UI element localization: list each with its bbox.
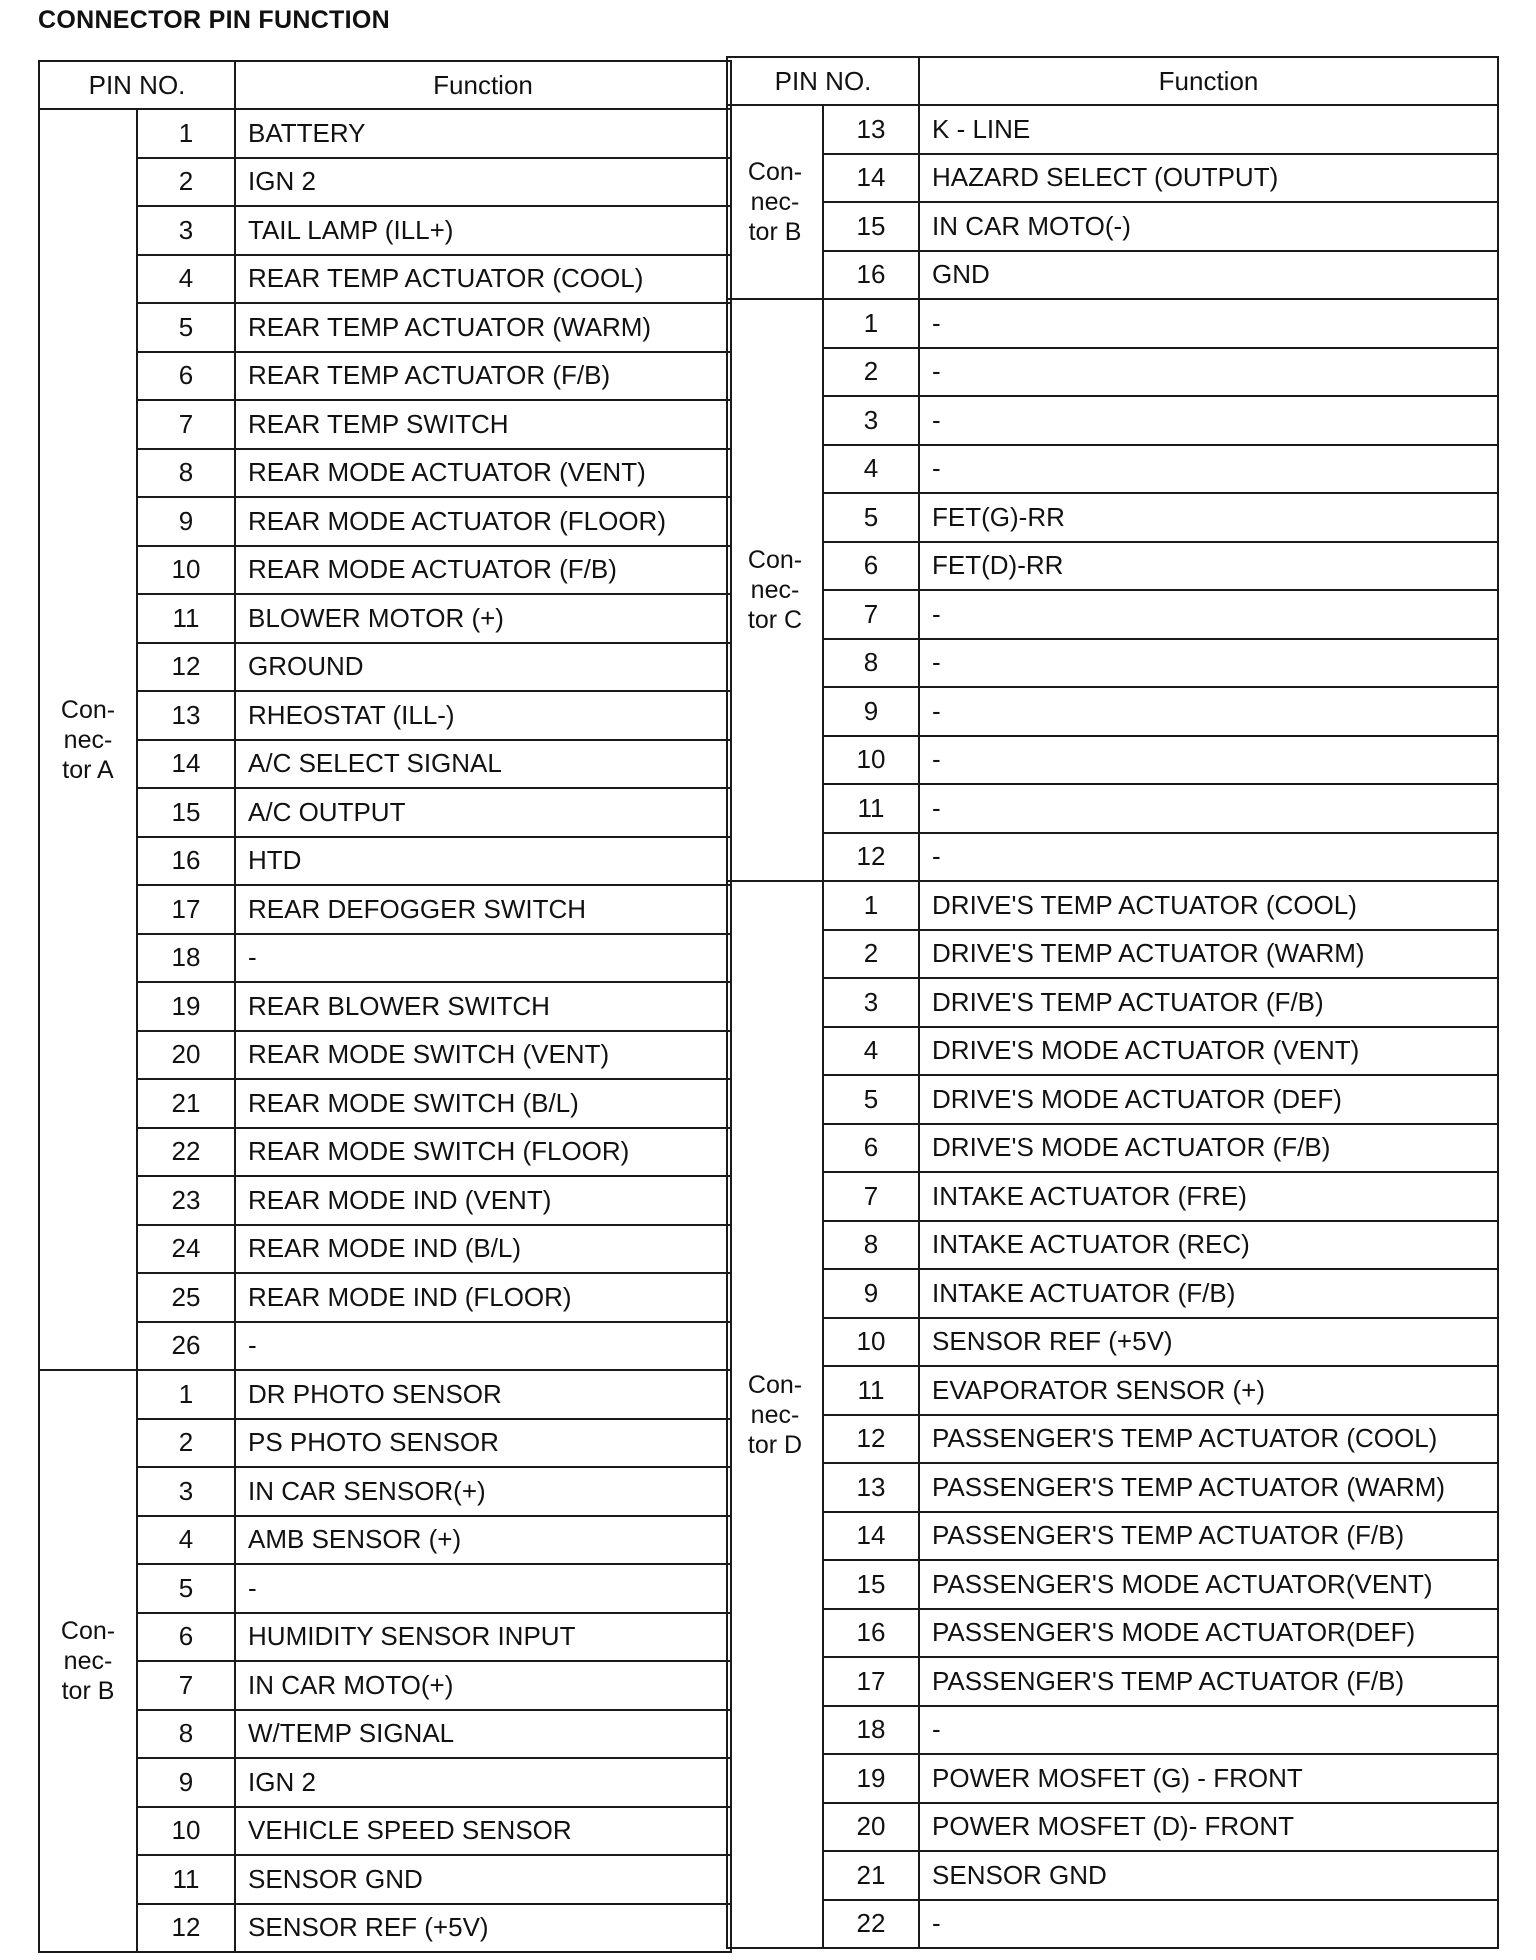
left-pin-table (38, 60, 732, 1953)
pin-function: - (919, 784, 1498, 833)
table-row (39, 303, 731, 352)
pin-function: PASSENGER'S MODE ACTUATOR(VENT) (919, 1560, 1498, 1609)
pin-function: - (919, 833, 1498, 882)
pin-function: REAR MODE SWITCH (B/L) (235, 1079, 731, 1128)
pin-function: - (919, 639, 1498, 688)
pin-number: 11 (823, 1366, 919, 1415)
pin-function: INTAKE ACTUATOR (FRE) (919, 1172, 1498, 1221)
pin-number: 16 (823, 1609, 919, 1658)
table-row (727, 1706, 1498, 1755)
pin-function: REAR TEMP ACTUATOR (COOL) (235, 255, 731, 304)
connector-label-line: Con- (60, 1617, 116, 1645)
pin-number: 21 (137, 1079, 235, 1128)
pin-number: 14 (137, 740, 235, 789)
pin-number: 9 (823, 687, 919, 736)
pin-number: 7 (137, 1661, 235, 1710)
pin-number: 17 (823, 1657, 919, 1706)
pin-function: GROUND (235, 643, 731, 692)
pin-function: - (235, 934, 731, 983)
pin-number: 23 (137, 1176, 235, 1225)
pin-number: 13 (823, 1463, 919, 1512)
pin-function: VEHICLE SPEED SENSOR (235, 1807, 731, 1856)
pin-number: 7 (823, 590, 919, 639)
pin-number: 4 (137, 255, 235, 304)
pin-no-header: PIN NO. (727, 57, 919, 105)
table-row (727, 881, 1498, 930)
pin-function: BLOWER MOTOR (+) (235, 594, 731, 643)
pin-number: 12 (823, 833, 919, 882)
pin-number: 14 (823, 154, 919, 203)
pin-function: A/C SELECT SIGNAL (235, 740, 731, 789)
pin-number: 25 (137, 1273, 235, 1322)
connector-label-line: tor C (747, 606, 803, 634)
pin-function: SENSOR GND (919, 1851, 1498, 1900)
pin-function: SENSOR REF (+5V) (919, 1318, 1498, 1367)
pin-function: REAR MODE ACTUATOR (VENT) (235, 449, 731, 498)
pin-function: DRIVE'S MODE ACTUATOR (DEF) (919, 1075, 1498, 1124)
pin-function: POWER MOSFET (G) - FRONT (919, 1754, 1498, 1803)
pin-number: 11 (137, 594, 235, 643)
pin-number: 26 (137, 1322, 235, 1371)
pin-number: 4 (137, 1516, 235, 1565)
pin-number: 4 (823, 445, 919, 494)
table-row (727, 445, 1498, 494)
pin-function: DRIVE'S TEMP ACTUATOR (F/B) (919, 978, 1498, 1027)
function-header: Function (919, 57, 1498, 105)
table-row (39, 352, 731, 401)
pin-number: 2 (823, 930, 919, 979)
pin-number: 8 (823, 639, 919, 688)
table-row (39, 1807, 731, 1856)
table-row (727, 1754, 1498, 1803)
pin-function: AMB SENSOR (+) (235, 1516, 731, 1565)
pin-function: W/TEMP SIGNAL (235, 1710, 731, 1759)
pin-number: 6 (823, 1124, 919, 1173)
pin-function: A/C OUTPUT (235, 788, 731, 837)
table-row (727, 1124, 1498, 1173)
table-row (39, 1225, 731, 1274)
function-header: Function (235, 61, 731, 109)
pin-number: 7 (823, 1172, 919, 1221)
pin-number: 16 (137, 837, 235, 886)
table-row (727, 396, 1498, 445)
pin-number: 2 (823, 348, 919, 397)
table-row (727, 542, 1498, 591)
pin-number: 10 (137, 546, 235, 595)
connector-label-line: nec- (63, 725, 113, 754)
pin-number: 12 (823, 1415, 919, 1464)
table-row (727, 1221, 1498, 1270)
pin-function: IN CAR MOTO(-) (919, 202, 1498, 251)
pin-number: 5 (137, 303, 235, 352)
pin-number: 18 (823, 1706, 919, 1755)
page-title: CONNECTOR PIN FUNCTION (38, 6, 390, 34)
pin-function: - (235, 1322, 731, 1371)
pin-number: 9 (823, 1269, 919, 1318)
table-row (39, 643, 731, 692)
pin-function: SENSOR REF (+5V) (235, 1904, 731, 1953)
connector-label-line: tor A (62, 755, 114, 784)
pin-number: 2 (137, 158, 235, 207)
pin-number: 12 (137, 1904, 235, 1953)
connector-label-line: Con- (747, 1370, 803, 1399)
header-row (39, 61, 731, 109)
pin-function: PS PHOTO SENSOR (235, 1419, 731, 1468)
pin-function: IN CAR SENSOR(+) (235, 1467, 731, 1516)
table-row (727, 1269, 1498, 1318)
pin-function: HAZARD SELECT (OUTPUT) (919, 154, 1498, 203)
table-row (727, 493, 1498, 542)
pin-number: 1 (823, 881, 919, 930)
pin-function: REAR MODE ACTUATOR (FLOOR) (235, 497, 731, 546)
pin-function: IGN 2 (235, 1758, 731, 1807)
pin-number: 22 (137, 1128, 235, 1177)
pin-number: 17 (137, 885, 235, 934)
connector-label-line: nec- (750, 188, 800, 216)
pin-function: REAR TEMP ACTUATOR (WARM) (235, 303, 731, 352)
pin-number: 12 (137, 643, 235, 692)
pin-function: PASSENGER'S TEMP ACTUATOR (F/B) (919, 1512, 1498, 1561)
table-row (727, 1803, 1498, 1852)
pin-function: FET(D)-RR (919, 542, 1498, 591)
pin-number: 8 (137, 1710, 235, 1759)
pin-number: 3 (137, 206, 235, 255)
table-row (727, 1415, 1498, 1464)
table-row (727, 687, 1498, 736)
table-row (727, 299, 1498, 348)
pin-number: 18 (137, 934, 235, 983)
pin-number: 20 (137, 1031, 235, 1080)
table-row (727, 930, 1498, 979)
table-row (39, 1370, 731, 1419)
table-row (727, 1851, 1498, 1900)
pin-number: 19 (137, 982, 235, 1031)
pin-function: - (919, 445, 1498, 494)
pin-number: 21 (823, 1851, 919, 1900)
table-row (39, 400, 731, 449)
pin-function: PASSENGER'S TEMP ACTUATOR (WARM) (919, 1463, 1498, 1512)
pin-number: 8 (137, 449, 235, 498)
connector-label-line: Con- (60, 695, 116, 724)
pin-number: 1 (137, 109, 235, 158)
pin-number: 3 (823, 396, 919, 445)
pin-number: 10 (137, 1807, 235, 1856)
table-row (39, 691, 731, 740)
connector-label-line: nec- (750, 576, 800, 604)
pin-number: 5 (823, 1075, 919, 1124)
pin-function: REAR MODE SWITCH (VENT) (235, 1031, 731, 1080)
table-row (39, 1855, 731, 1904)
pin-number: 10 (823, 736, 919, 785)
table-row (727, 105, 1498, 154)
table-row (39, 1128, 731, 1177)
pin-function: DRIVE'S MODE ACTUATOR (F/B) (919, 1124, 1498, 1173)
table-row (39, 885, 731, 934)
table-row (727, 639, 1498, 688)
pin-function: - (919, 396, 1498, 445)
pin-function: REAR MODE IND (FLOOR) (235, 1273, 731, 1322)
table-row (727, 590, 1498, 639)
table-row (39, 934, 731, 983)
table-row (39, 109, 731, 158)
pin-number: 11 (823, 784, 919, 833)
table-row (727, 1900, 1498, 1949)
pin-number: 8 (823, 1221, 919, 1270)
connector-label-line: tor B (748, 218, 802, 246)
table-row (39, 1661, 731, 1710)
pin-number: 3 (137, 1467, 235, 1516)
right-pin-table (726, 56, 1499, 1949)
pin-function: REAR MODE ACTUATOR (F/B) (235, 546, 731, 595)
pin-function: BATTERY (235, 109, 731, 158)
pin-number: 16 (823, 251, 919, 300)
table-row (727, 202, 1498, 251)
table-row (39, 1273, 731, 1322)
pin-number: 2 (137, 1419, 235, 1468)
table-row (39, 546, 731, 595)
pin-function: DRIVE'S MODE ACTUATOR (VENT) (919, 1027, 1498, 1076)
pin-function: FET(G)-RR (919, 493, 1498, 542)
pin-number: 14 (823, 1512, 919, 1561)
header-row (727, 57, 1498, 105)
pin-function: REAR TEMP ACTUATOR (F/B) (235, 352, 731, 401)
pin-function: - (919, 590, 1498, 639)
pin-function: REAR MODE SWITCH (FLOOR) (235, 1128, 731, 1177)
table-row (727, 251, 1498, 300)
connector-label-d (727, 881, 823, 1948)
table-row (727, 1463, 1498, 1512)
pin-function: - (919, 1706, 1498, 1755)
pin-function: IN CAR MOTO(+) (235, 1661, 731, 1710)
table-row (727, 833, 1498, 882)
pin-function: PASSENGER'S TEMP ACTUATOR (F/B) (919, 1657, 1498, 1706)
table-row (39, 1904, 731, 1953)
pin-number: 3 (823, 978, 919, 1027)
pin-function: INTAKE ACTUATOR (F/B) (919, 1269, 1498, 1318)
table-row (39, 837, 731, 886)
table-row (39, 1322, 731, 1371)
pin-function: REAR TEMP SWITCH (235, 400, 731, 449)
table-row (39, 982, 731, 1031)
pin-number: 1 (137, 1370, 235, 1419)
table-row (39, 1419, 731, 1468)
connector-label-line: Con- (747, 546, 803, 574)
connector-label-line: nec- (63, 1647, 113, 1675)
pin-number: 5 (823, 493, 919, 542)
pin-function: DRIVE'S TEMP ACTUATOR (COOL) (919, 881, 1498, 930)
table-row (39, 740, 731, 789)
pin-function: TAIL LAMP (ILL+) (235, 206, 731, 255)
pin-number: 9 (137, 497, 235, 546)
pin-function: HTD (235, 837, 731, 886)
connector-label-line: tor D (747, 1430, 803, 1459)
pin-function: K - LINE (919, 105, 1498, 154)
table-row (727, 1609, 1498, 1658)
pin-number: 10 (823, 1318, 919, 1367)
pin-number: 13 (823, 105, 919, 154)
pin-number: 5 (137, 1564, 235, 1613)
table-row (727, 1512, 1498, 1561)
table-row (39, 497, 731, 546)
table-row (727, 1366, 1498, 1415)
pin-number: 6 (823, 542, 919, 591)
pin-function: - (919, 1900, 1498, 1949)
pin-function: SENSOR GND (235, 1855, 731, 1904)
table-row (39, 255, 731, 304)
table-row (727, 978, 1498, 1027)
connector-label-b2 (727, 105, 823, 299)
table-row (727, 1172, 1498, 1221)
pin-number: 24 (137, 1225, 235, 1274)
pin-function: - (919, 736, 1498, 785)
pin-number: 15 (823, 202, 919, 251)
pin-function: RHEOSTAT (ILL-) (235, 691, 731, 740)
pin-no-header: PIN NO. (39, 61, 235, 109)
pin-number: 22 (823, 1900, 919, 1949)
table-row (727, 154, 1498, 203)
pin-function: - (919, 348, 1498, 397)
pin-function: REAR MODE IND (VENT) (235, 1176, 731, 1225)
pin-function: EVAPORATOR SENSOR (+) (919, 1366, 1498, 1415)
pin-function: POWER MOSFET (D)- FRONT (919, 1803, 1498, 1852)
pin-function: REAR MODE IND (B/L) (235, 1225, 731, 1274)
pin-function: IGN 2 (235, 158, 731, 207)
pin-number: 11 (137, 1855, 235, 1904)
table-row (727, 1657, 1498, 1706)
table-row (727, 1560, 1498, 1609)
table-row (39, 1710, 731, 1759)
pin-function: DR PHOTO SENSOR (235, 1370, 731, 1419)
table-row (727, 1318, 1498, 1367)
pin-function: PASSENGER'S MODE ACTUATOR(DEF) (919, 1609, 1498, 1658)
table-row (39, 449, 731, 498)
pin-function: - (235, 1564, 731, 1613)
pin-number: 19 (823, 1754, 919, 1803)
pin-number: 1 (823, 299, 919, 348)
pin-function: HUMIDITY SENSOR INPUT (235, 1613, 731, 1662)
table-row (39, 1176, 731, 1225)
table-row (39, 1031, 731, 1080)
table-row (727, 1075, 1498, 1124)
table-row (39, 1564, 731, 1613)
connector-label-line: nec- (750, 1400, 800, 1429)
table-row (39, 158, 731, 207)
pin-function: - (919, 687, 1498, 736)
table-row (727, 784, 1498, 833)
pin-function: INTAKE ACTUATOR (REC) (919, 1221, 1498, 1270)
pin-function: GND (919, 251, 1498, 300)
pin-number: 6 (137, 352, 235, 401)
pin-number: 7 (137, 400, 235, 449)
connector-label-line: Con- (747, 158, 803, 186)
pin-function: PASSENGER'S TEMP ACTUATOR (COOL) (919, 1415, 1498, 1464)
pin-number: 20 (823, 1803, 919, 1852)
table-row (39, 788, 731, 837)
table-row (39, 1516, 731, 1565)
table-row (727, 348, 1498, 397)
table-row (727, 1027, 1498, 1076)
pin-function: - (919, 299, 1498, 348)
table-row (727, 736, 1498, 785)
pin-function: DRIVE'S TEMP ACTUATOR (WARM) (919, 930, 1498, 979)
pin-number: 4 (823, 1027, 919, 1076)
pin-number: 6 (137, 1613, 235, 1662)
connector-label-b (39, 1370, 137, 1952)
pin-number: 9 (137, 1758, 235, 1807)
pin-function: REAR DEFOGGER SWITCH (235, 885, 731, 934)
table-row (39, 1079, 731, 1128)
pin-number: 15 (823, 1560, 919, 1609)
pin-function: REAR BLOWER SWITCH (235, 982, 731, 1031)
table-row (39, 1613, 731, 1662)
connector-label-c (727, 299, 823, 881)
table-row (39, 594, 731, 643)
pin-number: 13 (137, 691, 235, 740)
connector-label-a (39, 109, 137, 1370)
connector-label-line: tor B (61, 1677, 115, 1705)
table-row (39, 206, 731, 255)
pin-number: 15 (137, 788, 235, 837)
table-row (39, 1758, 731, 1807)
table-row (39, 1467, 731, 1516)
